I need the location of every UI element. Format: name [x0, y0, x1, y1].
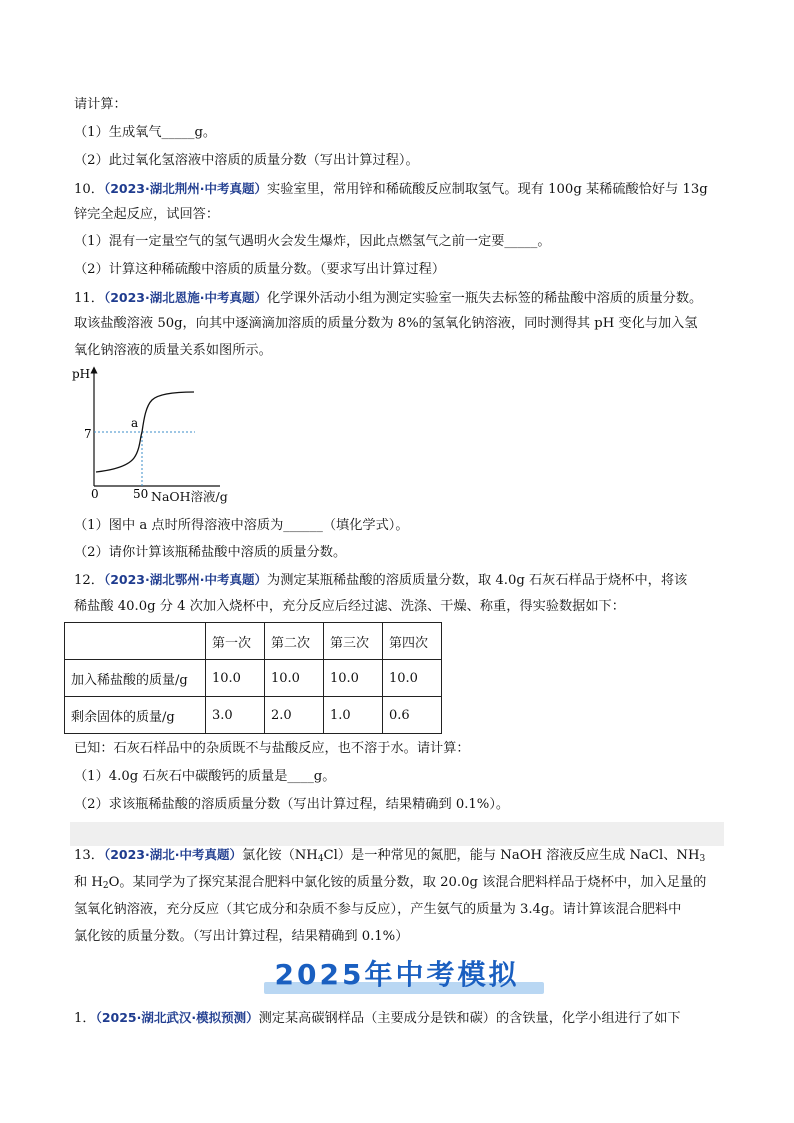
q9-part2: （2）此过氧化氢溶液中溶质的质量分数（写出计算过程）。: [74, 153, 419, 168]
experiment-data-table: [64, 622, 442, 734]
y-tick-7: 7: [84, 427, 92, 441]
q13-stem-line2: [74, 874, 706, 892]
table-cell: 加入稀盐酸的质量/g: [65, 660, 206, 697]
ph-chart: [70, 362, 240, 502]
table-cell: 2.0: [265, 697, 324, 734]
table-row: [65, 697, 442, 734]
q12-part1: （1）4.0g 石灰石中碳酸钙的质量是____g。: [74, 769, 336, 784]
m1-stem1: 测定某高碳钢样品（主要成分是铁和碳）的含铁量，化学小组进行了如下: [258, 1011, 681, 1026]
y-axis-label: pH: [72, 367, 91, 381]
q11-stem3: 氧化钠溶液的质量关系如图所示。: [74, 343, 272, 358]
x-axis-label: NaOH溶液/g: [151, 489, 228, 504]
q12-stem2: 稀盐酸 40.0g 分 4 次加入烧杯中，充分反应后经过滤、洗涤、干燥、称重，得实验数据如下：: [74, 599, 625, 614]
table-cell: 10.0: [206, 660, 265, 697]
q13-text: Cl）是一种常见的氮肥，能与 NaOH 溶液反应生成 NaCl、NH: [323, 848, 700, 863]
q13-text: O。某同学为了探究某混合肥料中氯化铵的质量分数，取 20.0g 该混合肥料样品于烧杯中，加入足量的: [108, 875, 707, 890]
q10-number: 10．: [74, 182, 104, 197]
table-header-cell: 第一次: [206, 623, 265, 660]
q10-stem1: 实验室里，常用锌和稀硫酸反应制取氢气。现有 100g 某稀硫酸恰好与 13g: [267, 182, 708, 197]
q10-part2: （2）计算这种稀硫酸中溶质的质量分数。（要求写出计算过程）: [74, 262, 446, 277]
point-a-label: a: [131, 416, 139, 430]
q9-part1: （1）生成氧气_____g。: [74, 125, 217, 140]
section-banner: [250, 953, 544, 995]
q12-number: 12．: [74, 573, 104, 588]
table-header-cell: [65, 623, 206, 660]
table-cell: 0.6: [383, 697, 442, 734]
q11-source: （2023·湖北恩施·中考真题）: [103, 290, 268, 305]
table-header-row: [65, 623, 442, 660]
q11-part2: （2）请你计算该瓶稀盐酸中溶质的质量分数。: [74, 545, 347, 560]
q10-part1: （1）混有一定量空气的氢气遇明火会发生爆炸，因此点燃氢气之前一定要_____。: [74, 234, 551, 249]
q13-stem-line1: [74, 846, 705, 865]
q13-source: （2023·湖北·中考真题）: [103, 847, 243, 862]
m1-source: （2025·湖北武汉·模拟预测）: [95, 1010, 259, 1025]
q12-stem-line1: [74, 571, 687, 590]
q13-text: 氯化铵（NH: [242, 848, 318, 863]
table-header-cell: 第四次: [383, 623, 442, 660]
q11-number: 11．: [74, 291, 104, 306]
table-cell: 剩余固体的质量/g: [65, 697, 206, 734]
x-tick-50: 50: [133, 487, 149, 501]
q13-stem-line4: 氯化铵的质量分数。（写出计算过程，结果精确到 0.1%）: [74, 929, 409, 944]
q11-stem-line1: [74, 289, 702, 308]
table-header-cell: 第三次: [324, 623, 383, 660]
x-tick-0: 0: [91, 487, 99, 501]
table-header-cell: 第二次: [265, 623, 324, 660]
table-cell: 10.0: [324, 660, 383, 697]
q10-stem2: 锌完全起反应，试回答：: [74, 207, 220, 222]
gray-separator-band: [70, 822, 724, 846]
q10-source: （2023·湖北荆州·中考真题）: [103, 181, 268, 196]
table-row: [65, 660, 442, 697]
q9-prompt: 请计算：: [74, 97, 127, 112]
banner-title: 2025年中考模拟: [274, 958, 520, 991]
q13-text: 和 H: [74, 875, 103, 890]
q12-known: 已知：石灰石样品中的杂质既不与盐酸反应，也不溶于水。请计算：: [74, 741, 470, 756]
q13-number: 13．: [74, 848, 104, 863]
m1-stem-line1: [74, 1009, 681, 1028]
q12-source: （2023·湖北鄂州·中考真题）: [103, 572, 268, 587]
subscript: 4: [317, 854, 324, 864]
m1-number: 1．: [74, 1011, 96, 1026]
q12-part2: （2）求该瓶稀盐酸的溶质质量分数（写出计算过程，结果精确到 0.1%）。: [74, 797, 510, 812]
q10-stem-line1: [74, 180, 708, 199]
table-cell: 3.0: [206, 697, 265, 734]
q13-stem-line3: 氢氧化钠溶液，充分反应（其它成分和杂质不参与反应），产生氨气的质量为 3.4g。请计算该混合肥料中: [74, 902, 682, 917]
q11-stem1: 化学课外活动小组为测定实验室一瓶失去标签的稀盐酸中溶质的质量分数。: [267, 291, 703, 306]
subscript: 3: [699, 854, 706, 864]
table-cell: 1.0: [324, 697, 383, 734]
table-cell: 10.0: [383, 660, 442, 697]
table-cell: 10.0: [265, 660, 324, 697]
subscript: 2: [102, 881, 109, 891]
q11-stem2: 取该盐酸溶液 50g，向其中逐滴滴加溶质的质量分数为 8%的氢氧化钠溶液，同时测得其 pH 变化与加入氢: [74, 316, 698, 331]
q12-stem1: 为测定某瓶稀盐酸的溶质质量分数，取 4.0g 石灰石样品于烧杯中，将该: [267, 573, 688, 588]
q11-part1: （1）图中 a 点时所得溶液中溶质为______（填化学式）。: [74, 518, 409, 533]
